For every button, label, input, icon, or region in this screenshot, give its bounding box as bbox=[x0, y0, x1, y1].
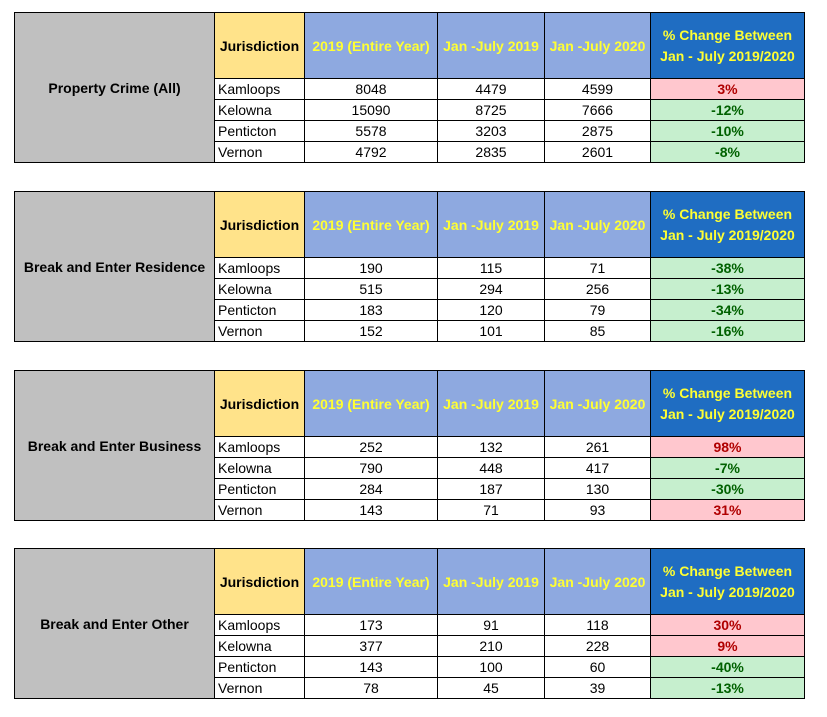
pct-change-cell: -40% bbox=[651, 657, 805, 678]
jan-jul-2020-cell: 2601 bbox=[545, 142, 651, 163]
jan-jul-2020-cell: 60 bbox=[545, 657, 651, 678]
jan-jul-2020-cell: 261 bbox=[545, 437, 651, 458]
jurisdiction-header: Jurisdiction bbox=[215, 192, 305, 258]
stats-table bbox=[14, 370, 805, 521]
stats-table bbox=[14, 548, 805, 699]
pct-change-header bbox=[651, 192, 805, 258]
jurisdiction-cell: Vernon bbox=[215, 321, 305, 342]
year-2019-cell: 515 bbox=[305, 279, 438, 300]
jan-jul-2019-cell: 2835 bbox=[438, 142, 545, 163]
jan-jul-2020-cell: 79 bbox=[545, 300, 651, 321]
jan-jul-2019-cell: 132 bbox=[438, 437, 545, 458]
pct-change-header-line1: % Change Between bbox=[662, 26, 793, 43]
stats-table bbox=[14, 12, 805, 163]
jan-jul-2020-header: Jan -July 2020 bbox=[545, 549, 651, 615]
pct-change-cell: -8% bbox=[651, 142, 805, 163]
jurisdiction-cell: Vernon bbox=[215, 142, 305, 163]
table-header-row bbox=[15, 371, 805, 437]
table-header-row bbox=[15, 13, 805, 79]
jan-jul-2019-header: Jan -July 2019 bbox=[438, 549, 545, 615]
year-2019-cell: 790 bbox=[305, 458, 438, 479]
year-2019-cell: 5578 bbox=[305, 121, 438, 142]
jan-jul-2019-header: Jan -July 2019 bbox=[438, 13, 545, 79]
pct-change-header-line2: Jan - July 2019/2020 bbox=[660, 405, 795, 422]
jan-jul-2019-cell: 91 bbox=[438, 615, 545, 636]
stats-table bbox=[14, 191, 805, 342]
jan-jul-2020-cell: 2875 bbox=[545, 121, 651, 142]
jurisdiction-header: Jurisdiction bbox=[215, 13, 305, 79]
jurisdiction-cell: Kelowna bbox=[215, 636, 305, 657]
year-2019-cell: 284 bbox=[305, 479, 438, 500]
jan-jul-2020-header: Jan -July 2020 bbox=[545, 13, 651, 79]
jurisdiction-cell: Penticton bbox=[215, 121, 305, 142]
jan-jul-2020-cell: 130 bbox=[545, 479, 651, 500]
pct-change-cell: -10% bbox=[651, 121, 805, 142]
jan-jul-2019-header: Jan -July 2019 bbox=[438, 192, 545, 258]
jan-jul-2020-cell: 417 bbox=[545, 458, 651, 479]
jan-jul-2019-cell: 448 bbox=[438, 458, 545, 479]
year-2019-cell: 15090 bbox=[305, 100, 438, 121]
jan-jul-2020-header: Jan -July 2020 bbox=[545, 371, 651, 437]
jan-jul-2019-cell: 210 bbox=[438, 636, 545, 657]
pct-change-cell: -30% bbox=[651, 479, 805, 500]
pct-change-cell: -16% bbox=[651, 321, 805, 342]
pct-change-cell: -34% bbox=[651, 300, 805, 321]
jan-jul-2019-cell: 71 bbox=[438, 500, 545, 521]
jan-jul-2019-cell: 115 bbox=[438, 258, 545, 279]
year-2019-header: 2019 (Entire Year) bbox=[305, 192, 438, 258]
pct-change-cell: 98% bbox=[651, 437, 805, 458]
jan-jul-2020-header: Jan -July 2020 bbox=[545, 192, 651, 258]
jurisdiction-cell: Vernon bbox=[215, 500, 305, 521]
category-label: Break and Enter Business bbox=[15, 371, 215, 521]
pct-change-header-line1: % Change Between bbox=[662, 205, 793, 222]
pct-change-cell: -12% bbox=[651, 100, 805, 121]
year-2019-header: 2019 (Entire Year) bbox=[305, 13, 438, 79]
pct-change-cell: -13% bbox=[651, 279, 805, 300]
year-2019-cell: 8048 bbox=[305, 79, 438, 100]
jan-jul-2020-cell: 39 bbox=[545, 678, 651, 699]
year-2019-cell: 183 bbox=[305, 300, 438, 321]
pct-change-cell: 3% bbox=[651, 79, 805, 100]
table-header-row bbox=[15, 192, 805, 258]
pct-change-header bbox=[651, 13, 805, 79]
jurisdiction-cell: Kelowna bbox=[215, 100, 305, 121]
year-2019-cell: 143 bbox=[305, 657, 438, 678]
pct-change-header-line2: Jan - July 2019/2020 bbox=[660, 47, 795, 64]
jan-jul-2019-cell: 3203 bbox=[438, 121, 545, 142]
jurisdiction-cell: Kelowna bbox=[215, 458, 305, 479]
jan-jul-2020-cell: 93 bbox=[545, 500, 651, 521]
year-2019-cell: 190 bbox=[305, 258, 438, 279]
pct-change-header-line1: % Change Between bbox=[662, 562, 793, 579]
pct-change-header bbox=[651, 549, 805, 615]
jurisdiction-cell: Kamloops bbox=[215, 79, 305, 100]
jan-jul-2020-cell: 71 bbox=[545, 258, 651, 279]
jan-jul-2019-header: Jan -July 2019 bbox=[438, 371, 545, 437]
pct-change-header-line2: Jan - July 2019/2020 bbox=[660, 583, 795, 600]
jan-jul-2019-cell: 120 bbox=[438, 300, 545, 321]
jurisdiction-cell: Penticton bbox=[215, 300, 305, 321]
jurisdiction-cell: Penticton bbox=[215, 657, 305, 678]
jurisdiction-cell: Vernon bbox=[215, 678, 305, 699]
pct-change-header-line2: Jan - July 2019/2020 bbox=[660, 226, 795, 243]
year-2019-cell: 377 bbox=[305, 636, 438, 657]
pct-change-cell: -38% bbox=[651, 258, 805, 279]
jan-jul-2020-cell: 4599 bbox=[545, 79, 651, 100]
jan-jul-2020-cell: 7666 bbox=[545, 100, 651, 121]
pct-change-header bbox=[651, 371, 805, 437]
jurisdiction-header: Jurisdiction bbox=[215, 549, 305, 615]
jan-jul-2019-cell: 8725 bbox=[438, 100, 545, 121]
jan-jul-2019-cell: 100 bbox=[438, 657, 545, 678]
jan-jul-2019-cell: 101 bbox=[438, 321, 545, 342]
category-label: Break and Enter Residence bbox=[15, 192, 215, 342]
pct-change-cell: -7% bbox=[651, 458, 805, 479]
jan-jul-2020-cell: 256 bbox=[545, 279, 651, 300]
pct-change-cell: 31% bbox=[651, 500, 805, 521]
year-2019-header: 2019 (Entire Year) bbox=[305, 549, 438, 615]
jan-jul-2020-cell: 85 bbox=[545, 321, 651, 342]
year-2019-cell: 143 bbox=[305, 500, 438, 521]
pct-change-cell: -13% bbox=[651, 678, 805, 699]
year-2019-header: 2019 (Entire Year) bbox=[305, 371, 438, 437]
year-2019-cell: 173 bbox=[305, 615, 438, 636]
category-label: Break and Enter Other bbox=[15, 549, 215, 699]
jan-jul-2020-cell: 118 bbox=[545, 615, 651, 636]
jurisdiction-cell: Kamloops bbox=[215, 258, 305, 279]
pct-change-cell: 9% bbox=[651, 636, 805, 657]
jurisdiction-cell: Kamloops bbox=[215, 615, 305, 636]
year-2019-cell: 78 bbox=[305, 678, 438, 699]
jurisdiction-cell: Penticton bbox=[215, 479, 305, 500]
jurisdiction-cell: Kelowna bbox=[215, 279, 305, 300]
year-2019-cell: 252 bbox=[305, 437, 438, 458]
table-header-row bbox=[15, 549, 805, 615]
year-2019-cell: 4792 bbox=[305, 142, 438, 163]
jurisdiction-header: Jurisdiction bbox=[215, 371, 305, 437]
jan-jul-2019-cell: 294 bbox=[438, 279, 545, 300]
year-2019-cell: 152 bbox=[305, 321, 438, 342]
jurisdiction-cell: Kamloops bbox=[215, 437, 305, 458]
jan-jul-2019-cell: 45 bbox=[438, 678, 545, 699]
pct-change-cell: 30% bbox=[651, 615, 805, 636]
jan-jul-2020-cell: 228 bbox=[545, 636, 651, 657]
pct-change-header-line1: % Change Between bbox=[662, 384, 793, 401]
category-label: Property Crime (All) bbox=[15, 13, 215, 163]
jan-jul-2019-cell: 187 bbox=[438, 479, 545, 500]
jan-jul-2019-cell: 4479 bbox=[438, 79, 545, 100]
